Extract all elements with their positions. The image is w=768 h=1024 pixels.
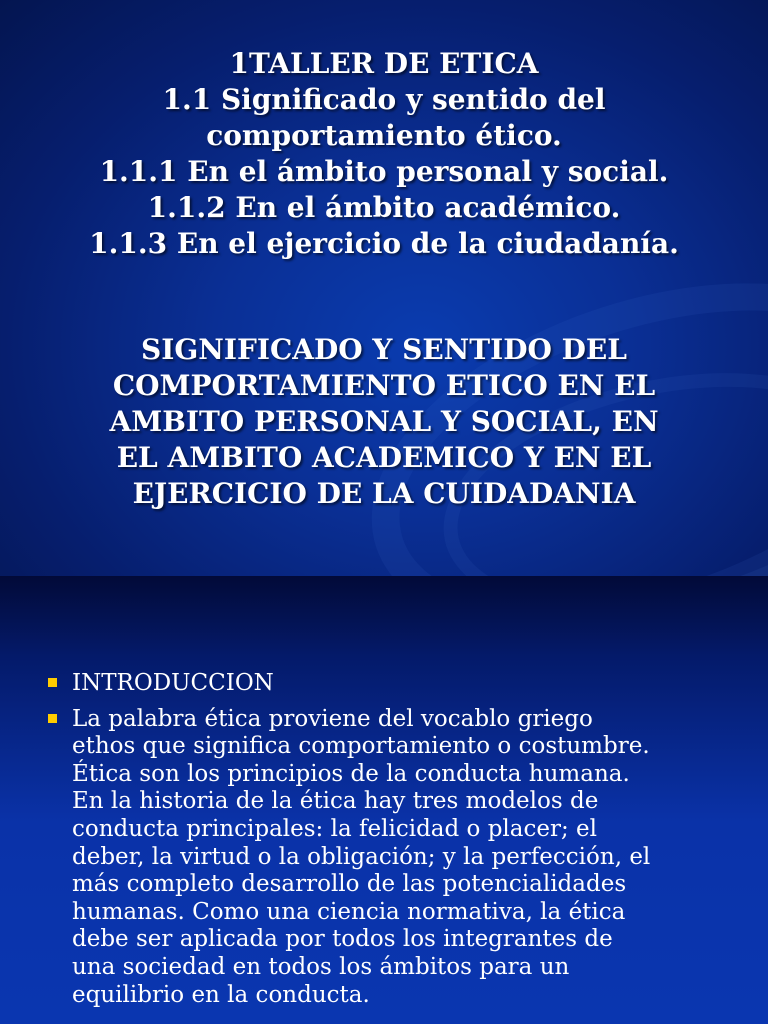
- bullet-item: [46, 670, 736, 698]
- bullet-text-line: más completo desarrollo de las potencialidades: [72, 871, 627, 898]
- bullet-text-line: En la historia de la ética hay tres modelos de: [72, 788, 599, 815]
- title-line: comportamiento ético.: [206, 119, 562, 152]
- slide-introduction: [0, 576, 768, 1024]
- bullet-list: [46, 670, 736, 1017]
- subtitle-line: AMBITO PERSONAL Y SOCIAL, EN: [109, 405, 659, 438]
- subtitle-line: COMPORTAMIENTO ETICO EN EL: [112, 369, 656, 402]
- title-line: 1TALLER DE ETICA: [229, 47, 539, 80]
- bullet-text-line: una sociedad en todos los ámbitos para un: [72, 953, 570, 980]
- subtitle-line: EJERCICIO DE LA CUIDADANIA: [132, 477, 636, 510]
- square-bullet-icon: [48, 678, 57, 687]
- square-bullet-icon: [48, 714, 57, 723]
- bullet-text-line: INTRODUCCION: [72, 670, 274, 696]
- title-line: 1.1 Significado y sentido del: [162, 83, 606, 116]
- bullet-text-line: debe ser aplicada por todos los integrantes de: [72, 926, 613, 953]
- bullet-text-line: La palabra ética proviene del vocablo griego: [72, 705, 593, 732]
- title-line: 1.1.2 En el ámbito académico.: [147, 191, 621, 224]
- bullet-text-line: conducta principales: la felicidad o placer; el: [72, 815, 598, 842]
- bullet-text-line: deber, la virtud o la obligación; y la perfección, el: [72, 843, 651, 870]
- bullet-text-line: humanas. Como una ciencia normativa, la ética: [72, 898, 626, 925]
- slide-title-heading: [0, 46, 768, 262]
- bullet-item: [46, 706, 736, 1010]
- bullet-text-line: ethos que significa comportamiento o costumbre.: [72, 733, 650, 760]
- bullet-text-line: Ética son los principios de la conducta humana.: [72, 760, 630, 787]
- slide-subtitle: [40, 332, 728, 512]
- subtitle-line: EL AMBITO ACADEMICO Y EN EL: [116, 441, 652, 474]
- title-line: 1.1.1 En el ámbito personal y social.: [99, 155, 669, 188]
- bullet-text-line: equilibrio en la conducta.: [72, 981, 370, 1008]
- title-line: 1.1.3 En el ejercicio de la ciudadanía.: [89, 227, 679, 260]
- subtitle-line: SIGNIFICADO Y SENTIDO DEL: [141, 333, 627, 366]
